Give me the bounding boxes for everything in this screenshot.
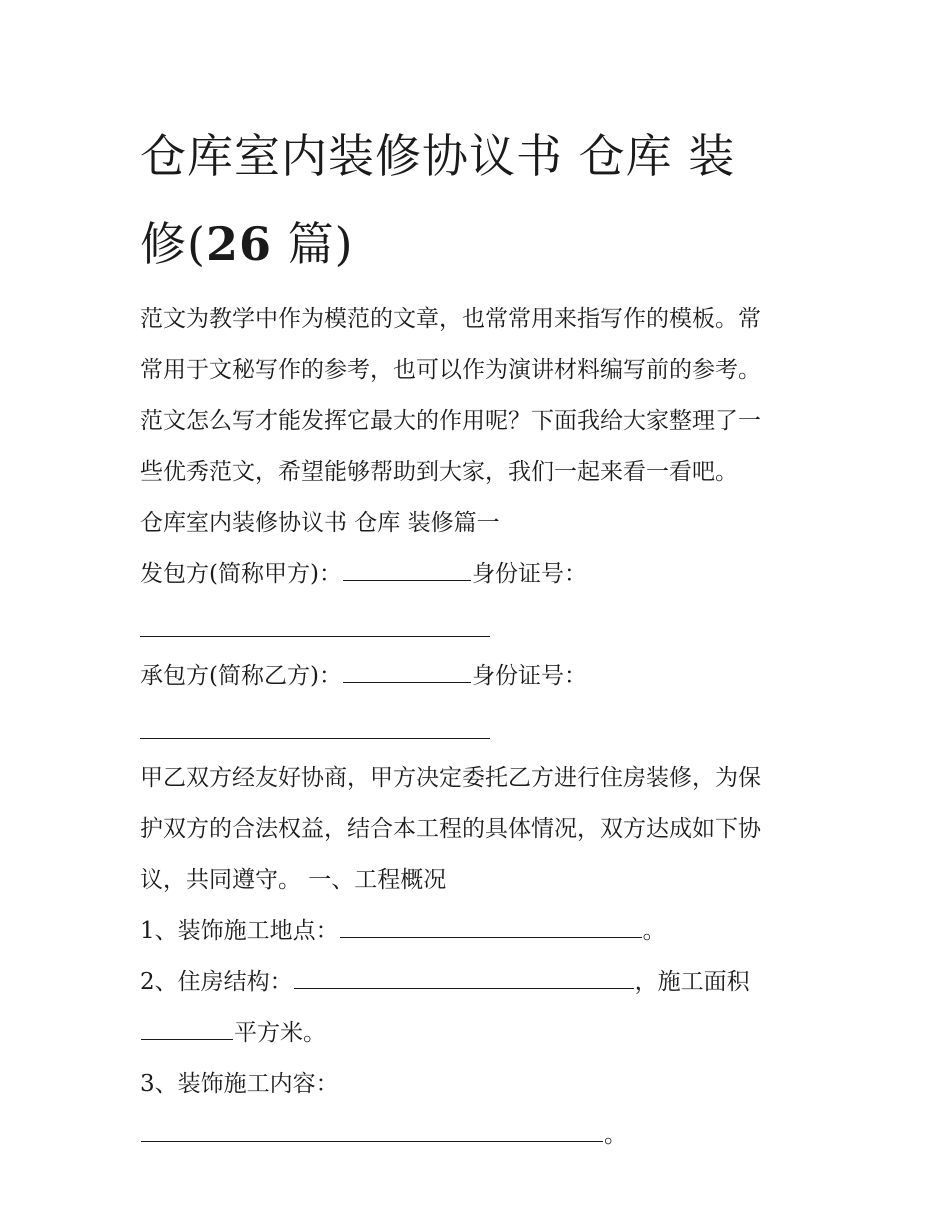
document-title [140,112,820,288]
party-b-row [140,651,820,702]
intro-line: 常用于文秘写作的参考，也可以作为演讲材料编写前的参考。 [140,357,761,383]
party-b-id-blank [140,702,490,739]
party-a-id-blank [140,600,490,637]
agreement-line: 甲乙双方经友好协商，甲方决定委托乙方进行住房装修，为保 [140,765,761,791]
party-b-line [140,651,820,702]
item-3 [140,1059,820,1161]
agreement-paragraph [140,753,820,906]
title-suffix: 篇) [271,217,354,271]
construction-content-blank [141,1119,603,1142]
agreement-line: 议，共同遵守。 一、工程概况 [140,867,447,893]
item-3-end: 。 [604,1122,627,1148]
item-1-end: 。 [642,918,666,944]
item-2 [140,957,820,1059]
item-2-end: 平方米。 [234,1020,326,1046]
item-2-label: 2、住房结构： [140,969,293,995]
party-a-label: 发包方(简称甲方)： [140,561,342,587]
item-1-label: 1、装饰施工地点： [140,918,339,944]
construction-area-blank [141,1017,233,1040]
item-2-line [140,957,820,1008]
intro-line: 范文为教学中作为模范的文章，也常常用来指写作的模板。常 [140,306,761,332]
construction-site-blank [340,915,642,938]
intro-line: 些优秀范文，希望能够帮助到大家，我们一起来看一看吧。 [140,459,738,485]
item-2-line-2 [140,1008,820,1059]
title-line-2 [140,200,820,288]
party-a-id-label: 身份证号： [471,561,587,587]
intro-paragraph [140,294,815,498]
intro-line: 范文怎么写才能发挥它最大的作用呢？下面我给大家整理了一 [140,408,761,434]
agreement-line: 护双方的合法权益，结合本工程的具体情况，双方达成如下协 [140,816,761,842]
section-heading [140,498,820,549]
item-2-mid: ，施工面积 [634,969,750,995]
party-b-name-blank [343,660,471,683]
section-heading-text: 仓库室内装修协议书 仓库 装修篇一 [140,510,500,536]
party-b-id-label: 身份证号： [471,663,587,689]
party-b-label: 承包方(简称乙方)： [140,663,342,689]
title-line-1: 仓库室内装修协议书 仓库 装 [140,129,736,183]
item-1 [140,906,820,957]
document-page [140,112,820,1161]
item-3-label: 3、装饰施工内容： [140,1071,339,1097]
title-count: 26 [205,217,272,271]
party-a-name-blank [343,558,471,581]
party-a-row [140,549,820,600]
item-3-line-2 [140,1110,820,1161]
item-1-line [140,906,820,957]
title-prefix: 修( [140,217,206,271]
housing-structure-blank [294,966,634,989]
party-a-line [140,549,820,600]
